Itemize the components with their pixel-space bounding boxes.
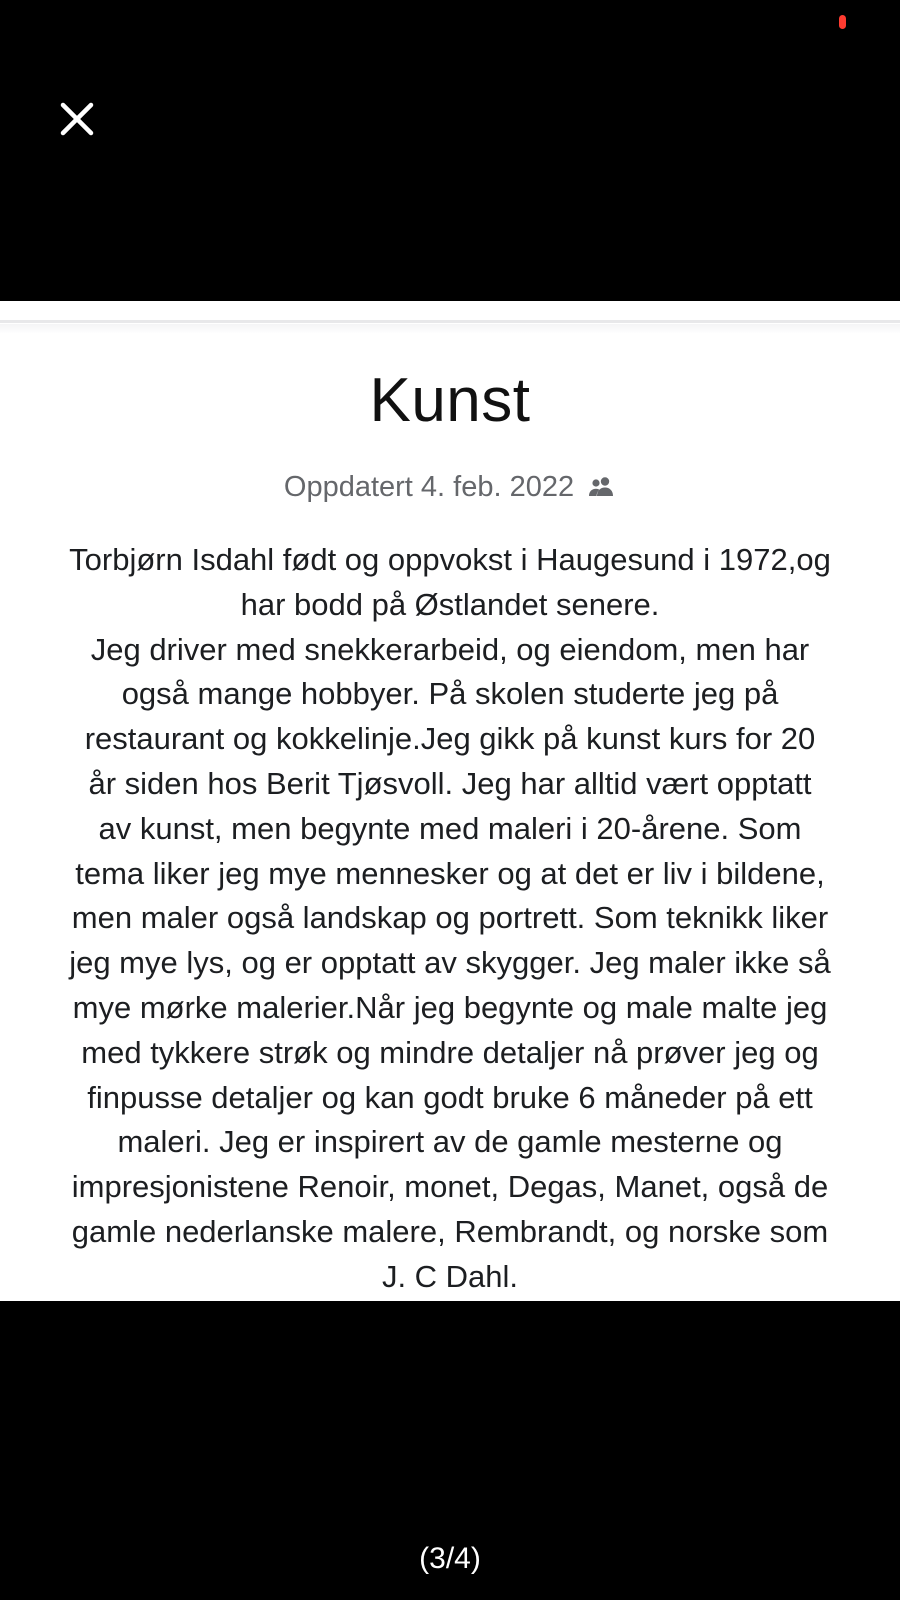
post-body-line: men maler også landskap og portrett. Som teknikk liker <box>71 900 829 936</box>
post-body-line: restaurant og kokkelinje.Jeg gikk på kunst kurs for 20 <box>84 721 816 757</box>
post-body-line: tema liker jeg mye mennesker og at det er liv i bildene, <box>75 855 825 891</box>
post-body-line: finpusse detaljer og kan godt bruke 6 måneder på ett <box>87 1079 813 1115</box>
post-body <box>10 538 890 1300</box>
post-body-line: også mange hobbyer. På skolen studerte jeg på <box>121 676 779 712</box>
image-top-divider <box>0 301 900 323</box>
post-body-line: impresjonistene Renoir, monet, Degas, Manet, også de <box>71 1169 829 1205</box>
post-meta <box>0 469 900 505</box>
post-body-line: maleri. Jeg er inspirert av de gamle mesterne og <box>117 1124 783 1160</box>
post-body-line: jeg mye lys, og er opptatt av skygger. Jeg maler ikke så <box>69 945 831 981</box>
post-body-line: med tykkere strøk og mindre detaljer nå prøver jeg og <box>81 1034 819 1070</box>
post-screenshot-image[interactable] <box>0 301 900 1301</box>
post-body-line: J. C Dahl. <box>381 1258 519 1294</box>
post-body-line: gamle nederlanske malere, Rembrandt, og norske som <box>71 1213 829 1249</box>
post-body-line: år siden hos Berit Tjøsvoll. Jeg har alltid vært opptatt <box>88 765 812 801</box>
post-body-line: Jeg driver med snekkerarbeid, og eiendom, men har <box>90 631 810 667</box>
post-body-line: av kunst, men begynte med maleri i 20-årene. Som <box>98 810 802 846</box>
people-icon <box>586 475 616 499</box>
close-button[interactable] <box>56 98 98 140</box>
updated-date: Oppdatert 4. feb. 2022 <box>283 471 575 503</box>
recording-indicator <box>839 15 846 29</box>
post-body-line: har bodd på Østlandet senere. <box>240 586 660 622</box>
post-body-line: Torbjørn Isdahl født og oppvokst i Haugesund i 1972,og <box>69 542 831 577</box>
close-icon <box>59 101 95 137</box>
post-body-line: mye mørke malerier.Når jeg begynte og male malte jeg <box>72 989 828 1025</box>
page-counter: (3/4) <box>419 1542 481 1575</box>
post-title: Kunst <box>369 366 531 435</box>
